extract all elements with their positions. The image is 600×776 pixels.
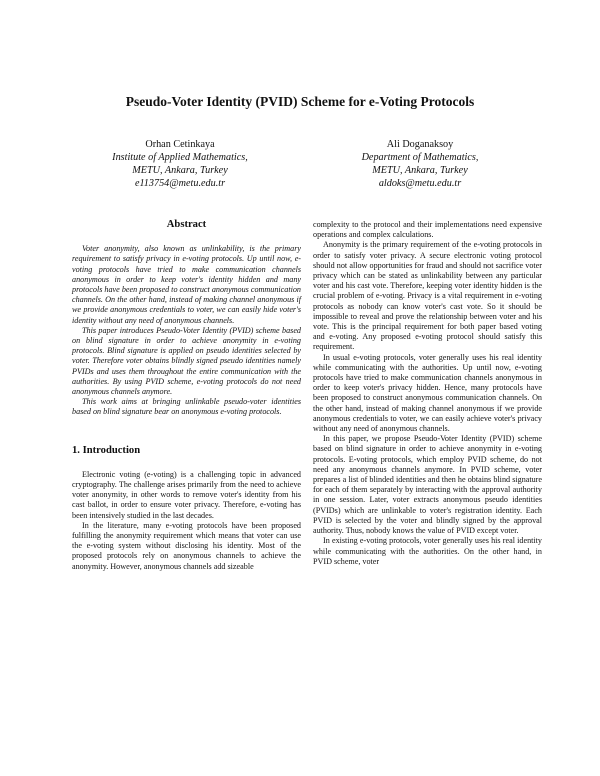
author-location: METU, Ankara, Turkey: [132, 165, 228, 176]
author-email: e113754@metu.edu.tr: [134, 178, 226, 189]
author-block-2: [300, 138, 540, 190]
body-paragraph: complexity to the protocol and their implementations need expensive operations and complex calculations.: [313, 220, 542, 240]
paper-title: Pseudo-Voter Identity (PVID) Scheme for e-Voting Protocols: [125, 94, 475, 109]
section-heading-introduction: 1. Introduction: [72, 444, 141, 456]
abstract-heading: Abstract: [166, 219, 207, 230]
author-name: Orhan Cetinkaya: [145, 139, 215, 150]
author-location: METU, Ankara, Turkey: [372, 165, 468, 176]
right-column: [313, 220, 542, 567]
body-paragraph: In this paper, we propose Pseudo-Voter Identity (PVID) scheme based on blind signature in order to achieve anonymity in e-voting protocols. E-voting protocols, which employ PVID scheme, do not need any anonymous channels anymore. In PVID scheme, voter prepares a list of blinded identities and then he obtains blind signature for each of them separately by interacting with the approval authority in one session. Later, voter extracts anonymous pseudo identities (PVIDs) which are unlinkable to voter's registration identity. Each PVID is selected by the voter and blindly signed by the approval authority. Thus, nobody knows the value of PVID except voter.: [313, 434, 542, 536]
abstract-paragraph: Voter anonymity, also known as unlinkability, is the primary requirement to satisfy privacy in e-voting protocols. Up until now, e-voting protocols have tried to make communication channels anonymous in order to keep voter's identity hidden and many protocols have been proposed to construct anonymous communication channels. On the other hand, instead of making channel anonymous if we provide anonymous credentials to voter, we can easily hide voter's identity without any need of anonymous channels.: [72, 244, 301, 325]
body-paragraph: In usual e-voting protocols, voter generally uses his real identity while communicating with the authorities. Up until now, e-voting protocols have tried to make communication channels anonymous in order to keep voter's privacy hidden. Hence, many protocols have been proposed to construct anonymous communication channels. On the other hand, instead of making channel anonymous if we provide anonymous credentials to voter, we can easily achieve voter's privacy without any need of anonymous channels.: [313, 352, 542, 434]
body-paragraph: Anonymity is the primary requirement of the e-voting protocols in order to satisfy voter privacy. A secure electronic voting protocol should not allow opportunities for fraud and should not sacrifice voter privacy which can be stated as unlinkability between any particular voter and his cast vote. Therefore, keeping voter identity hidden is the crucial problem of e-voting. Privacy is a vital requirement in e-voting protocols as nobody can know voter's cast vote. So it should be impossible to reveal and prove the relationship between voter and his vote. This is the principal requirement for both paper based voting and e-voting. Any proposed e-voting protocol should satisfy this requirement.: [313, 240, 542, 352]
body-paragraph: In the literature, many e-voting protocols have been proposed fulfilling the anonymity requirement which means that voter can use the e-voting system without disclosing his identity. Most of the proposed protocols rely on anonymous channels to achieve the anonymity. However, anonymous channels add sizeable: [72, 520, 301, 571]
author-name: Ali Doganaksoy: [386, 139, 454, 150]
body-paragraph: Electronic voting (e-voting) is a challenging topic in advanced cryptography. The challenge arises primarily from the need to achieve voter anonymity, in other words to remove voter's identity from his cast ballot, in order to ensure voter privacy. Therefore, e-voting has been intensively studied in the last decades.: [72, 469, 301, 520]
abstract-paragraph: This paper introduces Pseudo-Voter Identity (PVID) scheme based on blind signature in order to achieve anonymity in e-voting protocols. Blind signature is applied on pseudo identities selected by voter. Therefore voter obtains blindly signed pseudo identities namely PVIDs and uses them throughout the entire communication with the authorities. By using PVID scheme, e-voting protocols do not need anonymous channels anymore.: [72, 325, 301, 397]
abstract-paragraph: This work aims at bringing unlinkable pseudo-voter identities based on blind signature bear on anonymous e-voting protocols.: [72, 397, 301, 417]
left-column: [72, 218, 301, 572]
author-department: Department of Mathematics,: [361, 152, 479, 163]
author-department: Institute of Applied Mathematics,: [112, 152, 248, 163]
author-email: aldoks@metu.edu.tr: [378, 178, 462, 189]
author-block-1: [70, 138, 290, 190]
body-paragraph: In existing e-voting protocols, voter generally uses his real identity while communicating with the authorities. On the other hand, in PVID scheme, voter: [313, 536, 542, 566]
